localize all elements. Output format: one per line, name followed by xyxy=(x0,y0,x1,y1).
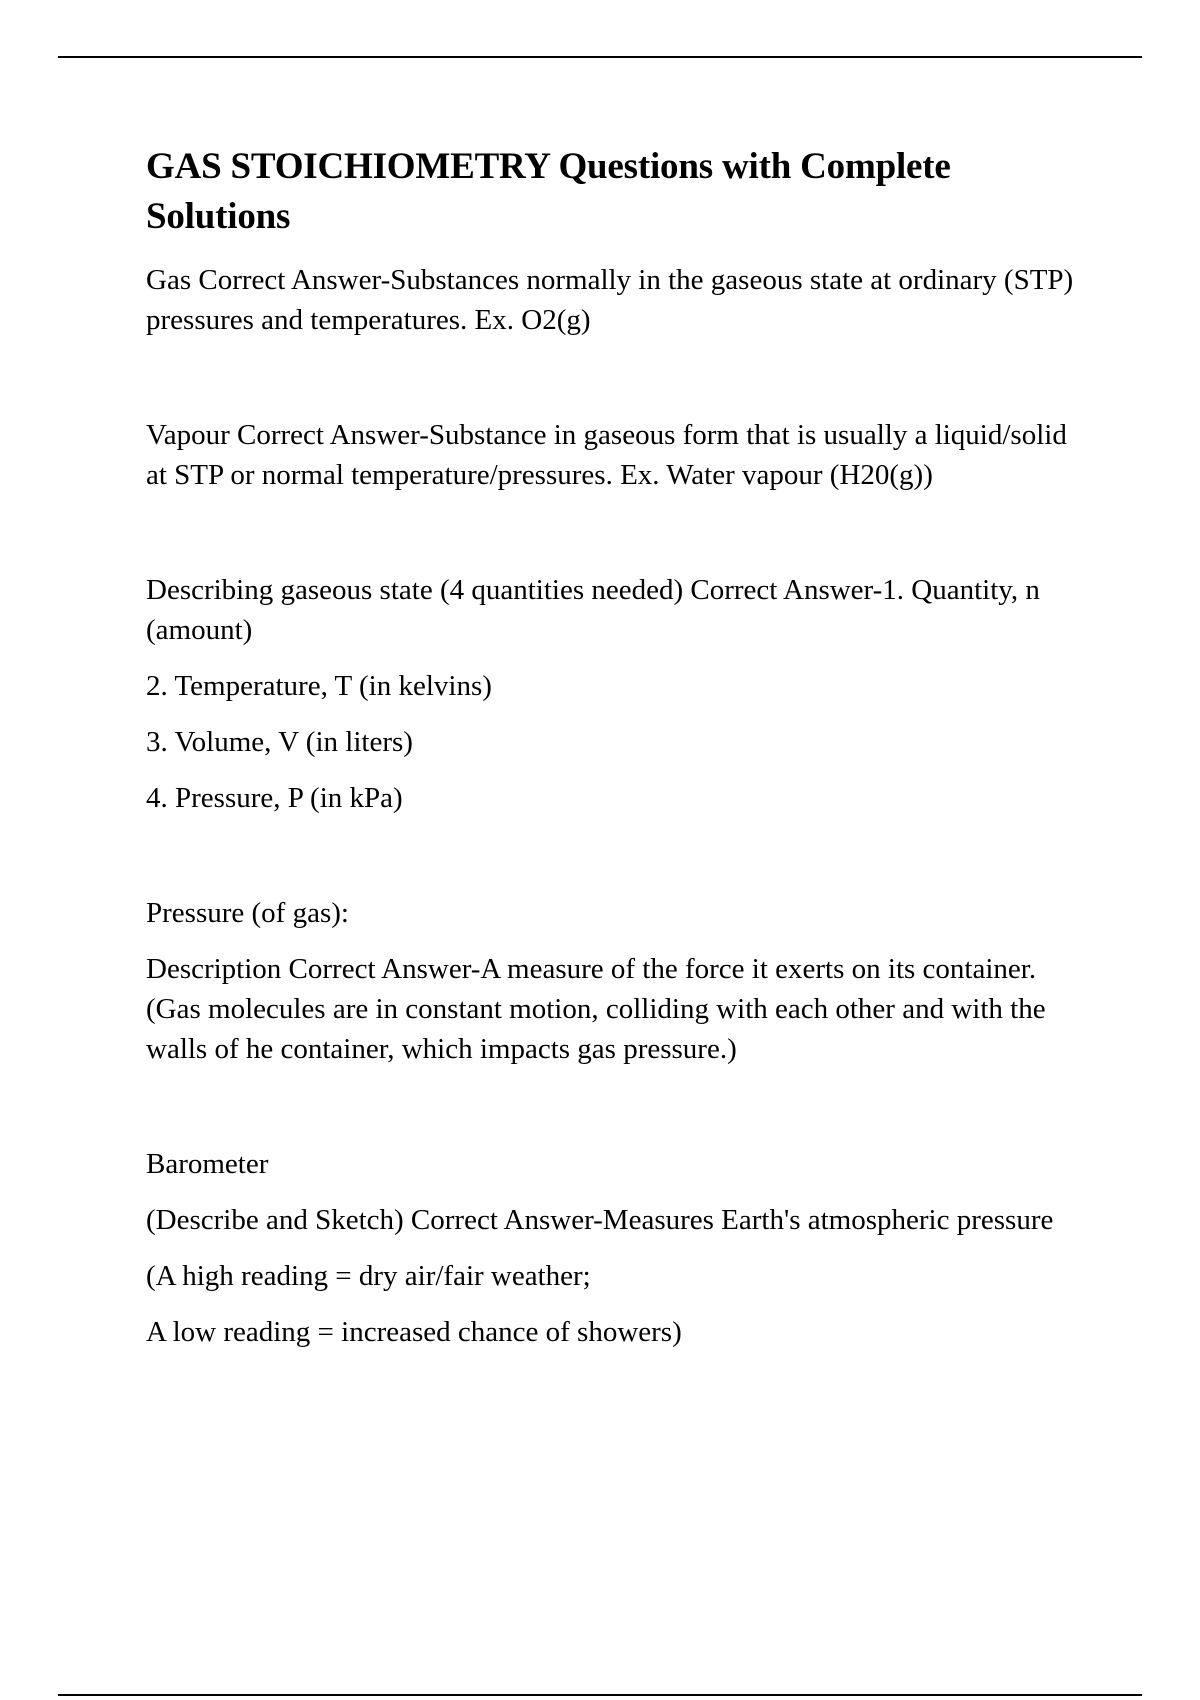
header-rule xyxy=(58,56,1142,58)
definition-gas: Gas Correct Answer-Substances normally in the gaseous state at ordinary (STP) pressures and temperatures. Ex. O2(g) xyxy=(146,264,1074,336)
barometer-high-reading: (A high reading = dry air/fair weather; xyxy=(146,1260,591,1292)
heading-barometer: Barometer xyxy=(146,1148,269,1180)
footer-rule xyxy=(58,1694,1142,1696)
list-item-volume: 3. Volume, V (in liters) xyxy=(146,726,413,758)
list-item-pressure: 4. Pressure, P (in kPa) xyxy=(146,782,403,814)
definition-barometer: (Describe and Sketch) Correct Answer-Measures Earth's atmospheric pressure xyxy=(146,1204,1054,1236)
definition-pressure: Description Correct Answer-A measure of the force it exerts on its container. (Gas molecules are in constant motion, colliding with each other and with the walls of he container, which impacts gas pressure.) xyxy=(146,953,1046,1065)
definition-vapour: Vapour Correct Answer-Substance in gaseous form that is usually a liquid/solid at STP or normal temperature/pressures. Ex. Water vapour (H20(g)) xyxy=(146,419,1067,491)
heading-pressure-of-gas: Pressure (of gas): xyxy=(146,897,349,929)
document-title: GAS STOICHIOMETRY Questions with Complete Solutions xyxy=(146,146,951,237)
definition-gaseous-state: Describing gaseous state (4 quantities needed) Correct Answer-1. Quantity, n (amount) xyxy=(146,574,1040,646)
barometer-low-reading: A low reading = increased chance of showers) xyxy=(146,1316,682,1348)
list-item-temperature: 2. Temperature, T (in kelvins) xyxy=(146,670,492,702)
document-body xyxy=(146,142,1076,1352)
